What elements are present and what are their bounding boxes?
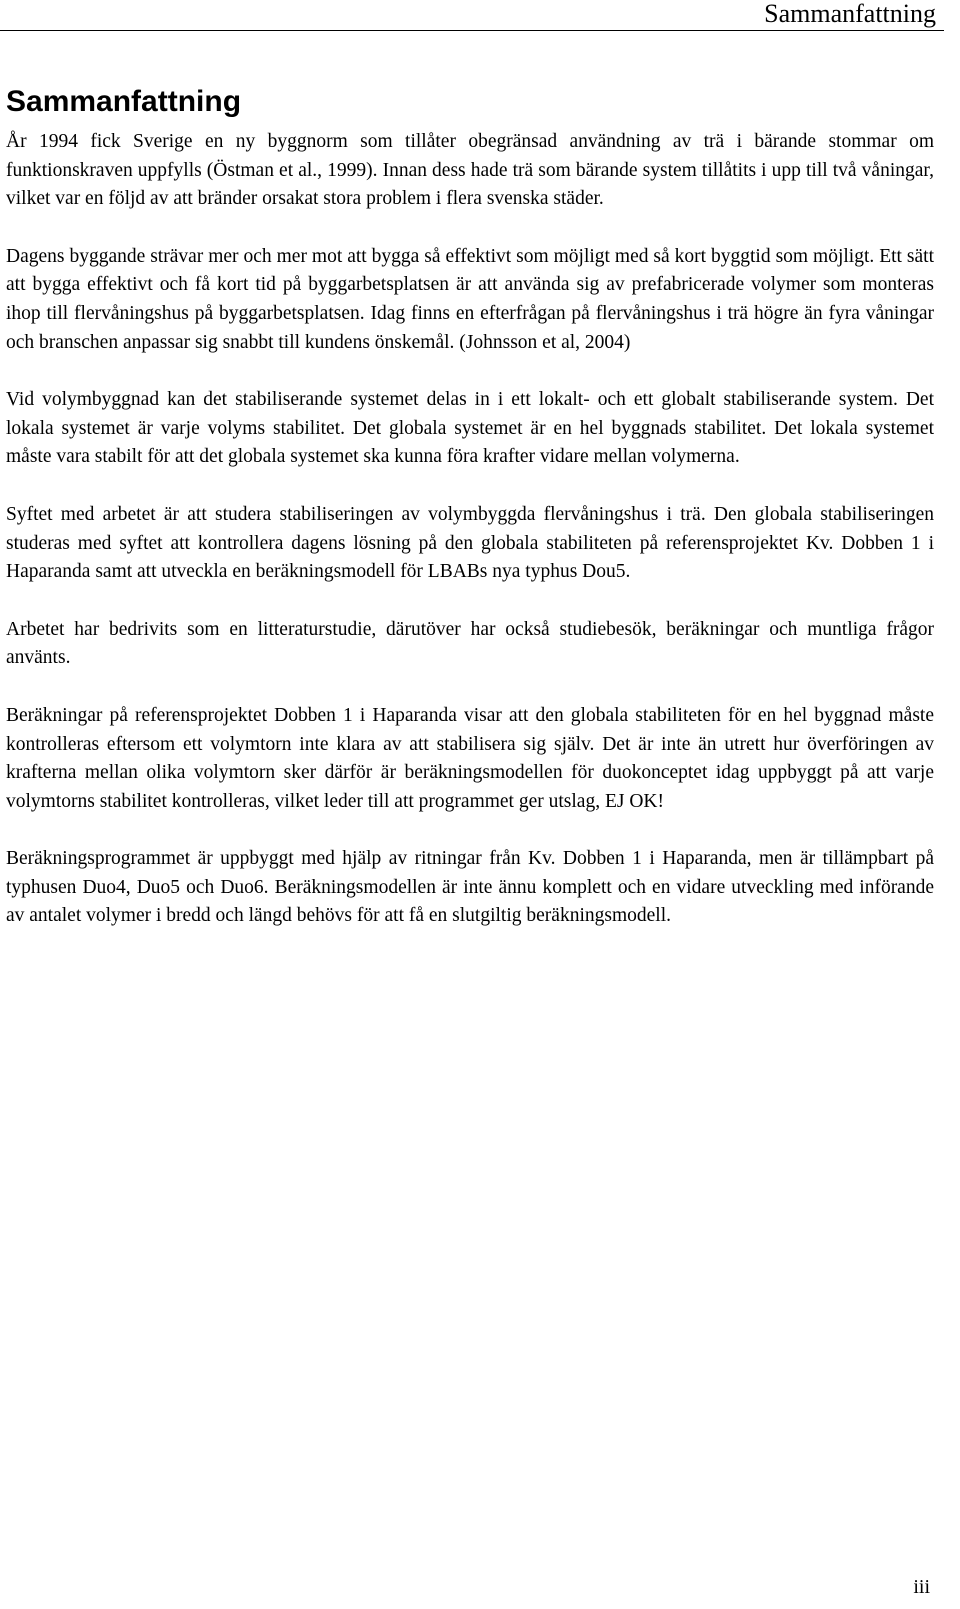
- paragraph-4: Syftet med arbetet är att studera stabiliseringen av volymbyggda flervåningshus i trä. Den globala stabiliseringen studeras med syftet att kontrollera dagens lösning på den globala stabiliteten på referensprojektet Kv. Dobben 1 i Haparanda samt att utveckla en beräkningsmodell för LBABs nya typhus Dou5.: [6, 503, 934, 583]
- page-number: iii: [913, 1576, 930, 1598]
- header-rule: [0, 30, 944, 31]
- section-title: Sammanfattning: [6, 85, 242, 118]
- paragraph-6: Beräkningar på referensprojektet Dobben 1 i Haparanda visar att den globala stabiliteten för en hel byggnad måste kontrolleras eftersom ett volymtorn inte klara av att stabilisera sig själv. Det är inte än utrett hur överföringen av krafterna mellan olika volymtorn sker därför är beräkningsmodellen för duokonceptet idag uppbyggt på att varje volymtorns stabilitet kontrolleras, vilket leder till att programmet ger utslag, EJ OK!: [6, 704, 934, 812]
- paragraph-3: Vid volymbyggnad kan det stabiliserande systemet delas in i ett lokalt- och ett globalt stabiliserande system. Det lokala systemet är varje volyms stabilitet. Det globala systemet är en hel byggnads stabilitet. Det lokala systemet måste vara stabilt för att det globala systemet ska kunna föra krafter vidare mellan volymerna.: [6, 389, 934, 468]
- paragraph-2: Dagens byggande strävar mer och mer mot att bygga så effektivt som möjligt med så kort byggtid som möjligt. Ett sätt att bygga effektivt och få kort tid på byggarbetsplatsen är att använda sig av prefabricerade volymer som monteras ihop till flervåningshus på byggarbetsplatsen. Idag finns en efterfrågan på flervåningshus i trä högre än fyra våningar och branschen anpassar sig snabbt till kundens önskemål. (Johnsson et al, 2004): [6, 245, 934, 353]
- paragraph-7: Beräkningsprogrammet är uppbyggt med hjälp av ritningar från Kv. Dobben 1 i Haparanda, men är tillämpbart på typhusen Duo4, Duo5 och Duo6. Beräkningsmodellen är inte ännu komplett och en vidare utveckling med införande av antalet volymer i bredd och längd behövs för att få en slutgiltig beräkningsmodell.: [6, 848, 934, 927]
- paragraph-5: Arbetet har bedrivits som en litteraturstudie, därutöver har också studiebesök, beräkningar och muntliga frågor använts.: [6, 618, 934, 669]
- page-content: [6, 84, 934, 960]
- running-header: Sammanfattning: [764, 0, 936, 28]
- paragraph-1: År 1994 fick Sverige en ny byggnorm som tillåter obegränsad användning av trä i bärande stommar om funktionskraven uppfylls (Östman et al., 1999). Innan dess hade trä som bärande system tillåtits i upp till två våningar, vilket var en följd av att bränder orsakat stora problem i flera svenska städer.: [6, 131, 934, 210]
